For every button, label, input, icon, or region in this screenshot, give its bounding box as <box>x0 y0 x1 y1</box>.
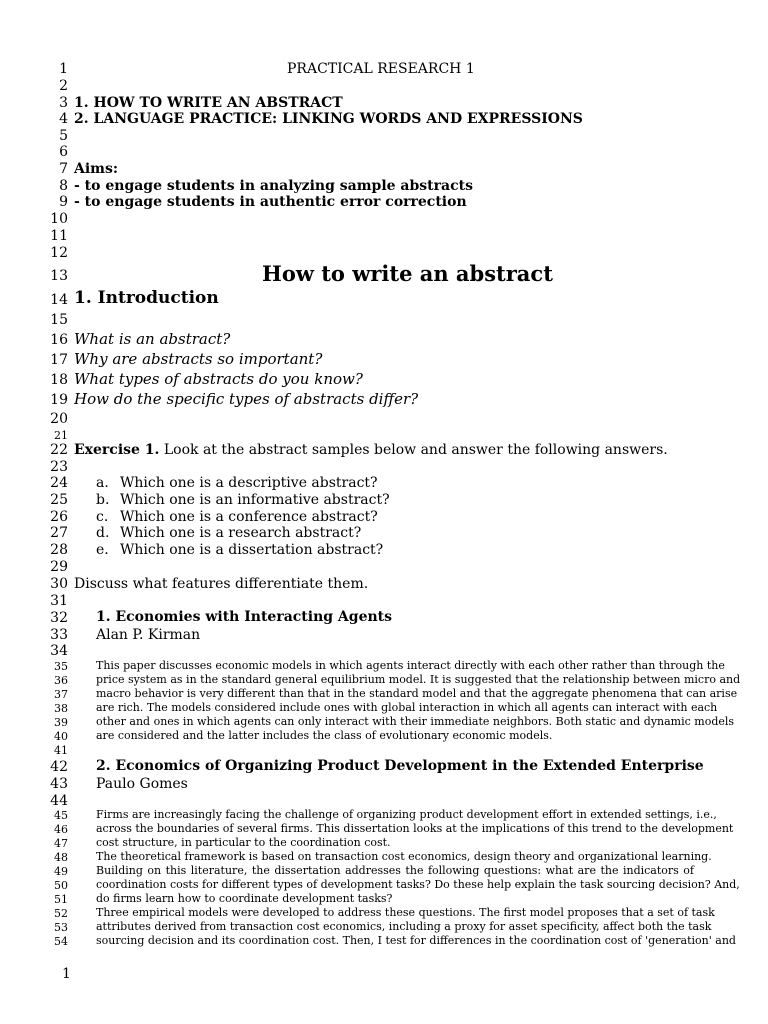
abstract-line: across the boundaries of several firms. This dissertation looks at the implications of this trend to the development <box>96 822 734 835</box>
line-number: 7 <box>59 161 68 177</box>
line-number: 33 <box>50 627 68 643</box>
line-number: 53 <box>54 921 68 934</box>
line-number: 24 <box>50 475 68 491</box>
line-number: 16 <box>50 332 68 348</box>
abstract-line: Building on this literature, the dissertation addresses the following questions: what are the indicators of <box>96 864 694 877</box>
line-number: 31 <box>50 593 68 609</box>
aim-item: - to engage students in analyzing sample abstracts <box>74 178 473 194</box>
line-number: 3 <box>59 95 68 111</box>
aims-label: Aims: <box>74 161 119 177</box>
line-number: 11 <box>50 228 68 244</box>
abstract-line: The theoretical framework is based on transaction cost economics, design theory and organizational learning. <box>96 850 712 863</box>
option-text: Which one is a dissertation abstract? <box>120 542 384 558</box>
line-number: 41 <box>54 744 68 757</box>
line-number: 40 <box>54 730 68 743</box>
line-number: 2 <box>59 78 68 94</box>
sample-author: Alan P. Kirman <box>96 627 201 643</box>
line-number: 14 <box>50 292 68 308</box>
question: What is an abstract? <box>74 330 231 348</box>
line-number: 29 <box>50 559 68 575</box>
option-text: Which one is an informative abstract? <box>120 492 390 508</box>
abstract-line: are considered and the latter includes the class of evolutionary economic models. <box>96 729 553 742</box>
abstract-line: This paper discusses economic models in which agents interact directly with each other rather than through the <box>96 659 725 672</box>
abstract-line: coordination costs for different types of development tasks? Do these help explain the task sourcing decision? And, <box>96 878 740 891</box>
option-letter: b. <box>96 492 110 508</box>
question: How do the specific types of abstracts differ? <box>74 390 419 408</box>
exercise-label: Exercise 1. <box>74 442 160 458</box>
line-number: 17 <box>50 352 68 368</box>
line-number: 22 <box>50 442 68 458</box>
line-number: 30 <box>50 576 68 592</box>
line-number: 5 <box>59 128 68 144</box>
line-number: 37 <box>54 688 68 701</box>
exercise-text: Look at the abstract samples below and answer the following answers. <box>159 442 668 458</box>
line-number: 49 <box>54 865 68 878</box>
line-number: 26 <box>50 509 68 525</box>
main-title: How to write an abstract <box>262 261 553 286</box>
line-number: 45 <box>54 809 68 822</box>
line-number: 27 <box>50 525 68 541</box>
line-number: 6 <box>59 144 68 160</box>
line-number: 13 <box>50 268 68 284</box>
sample-title: 1. Economies with Interacting Agents <box>96 609 393 625</box>
line-number: 46 <box>54 823 68 836</box>
line-number: 39 <box>54 716 68 729</box>
option-letter: d. <box>96 525 110 541</box>
abstract-line: macro behavior is very different than that in the standard model and that the aggregate phenomena that can arise <box>96 687 738 700</box>
intro-heading: 1. Introduction <box>74 288 219 308</box>
topic-1: 1. HOW TO WRITE AN ABSTRACT <box>74 95 343 111</box>
line-number: 1 <box>59 61 68 77</box>
line-number: 19 <box>50 392 68 408</box>
line-number: 8 <box>59 178 68 194</box>
abstract-line: attributes derived from transaction cost economics, including a proxy for asset specificity, affect both the task <box>96 920 712 933</box>
line-number: 20 <box>50 411 68 427</box>
option-text: Which one is a conference abstract? <box>120 509 378 525</box>
abstract-line: sourcing decision and its coordination cost. Then, I test for differences in the coordination cost of 'generation' and <box>96 934 736 947</box>
line-number: 38 <box>54 702 68 715</box>
question: What types of abstracts do you know? <box>74 370 363 388</box>
question: Why are abstracts so important? <box>74 350 323 368</box>
line-number: 36 <box>54 674 68 687</box>
line-number: 25 <box>50 492 68 508</box>
sample-author: Paulo Gomes <box>96 776 188 792</box>
header-title: PRACTICAL RESEARCH 1 <box>287 61 475 77</box>
line-number: 9 <box>59 194 68 210</box>
line-number: 23 <box>50 459 68 475</box>
option-letter: a. <box>96 475 109 491</box>
line-number: 21 <box>54 429 68 442</box>
discuss-text: Discuss what features differentiate them. <box>74 576 369 592</box>
line-number: 48 <box>54 851 68 864</box>
abstract-line: are rich. The models considered include ones with global interaction in which all agents can interact with each <box>96 701 718 714</box>
line-number: 43 <box>50 776 68 792</box>
line-number: 12 <box>50 245 68 261</box>
option-letter: e. <box>96 542 109 558</box>
abstract-line: cost structure, in particular to the coordination cost. <box>96 836 391 849</box>
line-number: 10 <box>50 211 68 227</box>
abstract-line: Three empirical models were developed to address these questions. The first model proposes that a set of task <box>96 906 715 919</box>
line-number: 52 <box>54 907 68 920</box>
line-number: 18 <box>50 372 68 388</box>
page-number: 1 <box>62 966 71 982</box>
line-number: 54 <box>54 935 68 948</box>
exercise-instruction <box>74 442 668 458</box>
abstract-line: other and ones in which agents can only interact with their immediate neighbors. Both static and dynamic models <box>96 715 735 728</box>
abstract-line: do firms learn how to coordinate development tasks? <box>96 892 393 905</box>
line-number: 44 <box>50 793 68 809</box>
option-letter: c. <box>96 509 109 525</box>
abstract-line: price system as in the standard general equilibrium model. It is suggested that the relationship between micro and <box>96 673 741 686</box>
line-number: 47 <box>54 837 68 850</box>
line-number: 35 <box>54 660 68 673</box>
line-number: 42 <box>50 759 68 775</box>
line-number: 32 <box>50 610 68 626</box>
topic-2: 2. LANGUAGE PRACTICE: LINKING WORDS AND EXPRESSIONS <box>74 111 583 127</box>
line-number: 4 <box>59 111 68 127</box>
line-number: 28 <box>50 542 68 558</box>
sample-title: 2. Economics of Organizing Product Development in the Extended Enterprise <box>96 758 704 774</box>
line-number: 15 <box>50 312 68 328</box>
abstract-line: Firms are increasingly facing the challenge of organizing product development effort in extended settings, i.e., <box>96 808 717 821</box>
aim-item: - to engage students in authentic error correction <box>74 194 467 210</box>
option-text: Which one is a research abstract? <box>120 525 362 541</box>
line-number: 50 <box>54 879 68 892</box>
line-number: 34 <box>50 643 68 659</box>
option-text: Which one is a descriptive abstract? <box>120 475 378 491</box>
line-number: 51 <box>54 893 68 906</box>
